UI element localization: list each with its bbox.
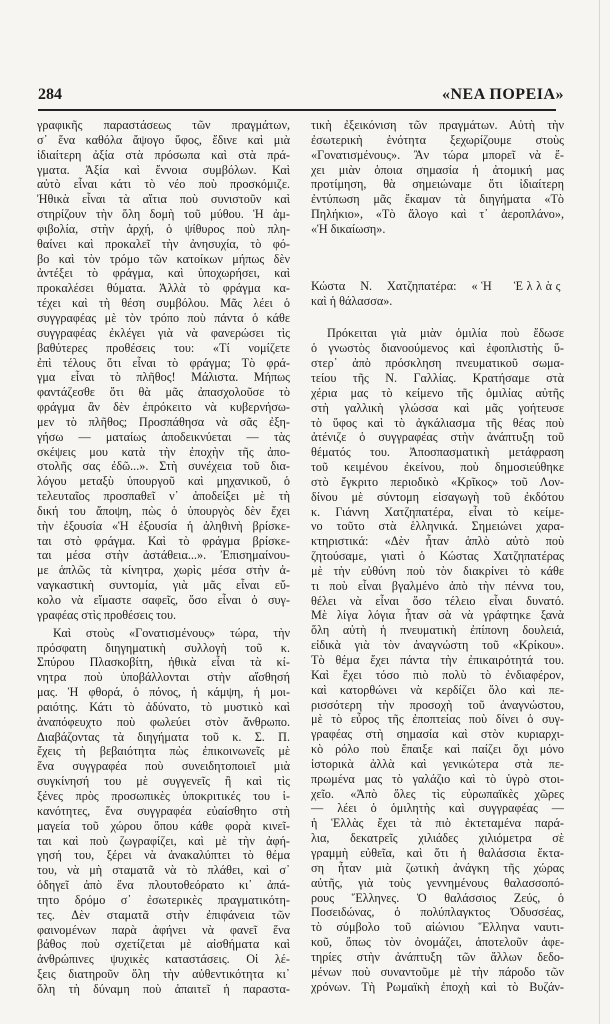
text-line: γήσω — ματαίως ἀποδεικνύεται — τὰς bbox=[37, 429, 290, 444]
text-line: συγγραφέας μὲ τὸν τρόπο ποὺ πάντα ὁ κάθε bbox=[37, 310, 290, 325]
text-line: τὸ σύμβολο τοῦ αἰώνιου Ἕλληνα ναυτι- bbox=[311, 920, 564, 935]
text-line: κολο νὰ εἴμαστε σαφεῖς, ὅσο εἶναι ὁ συγ- bbox=[37, 593, 290, 607]
text-line: βάθος ποὺ σχετίζεται μὲ αἰσθήματα καὶ bbox=[37, 937, 290, 952]
text-line: ὅλη αὐτὴ ἡ πνευματικὴ ἐπίπονη δουλειά, bbox=[311, 623, 564, 638]
text-line: στὸ ἔγκριτο περιοδικὸ «Κρῖκος» τοῦ Λον- bbox=[311, 474, 564, 489]
text-line: σκέψεις μου κατὰ τὴν ἐποχὴν τῆς ἀπο- bbox=[37, 444, 290, 459]
text-line: ἀναπόφευχτο ποὺ φωλεύει στὸν ἄνθρωπο. bbox=[37, 714, 290, 729]
text-line: ὁδηγεῖ ἀπὸ ἕνα πλουτοθεόρατο κι᾿ ἀπά- bbox=[37, 878, 290, 893]
left-column bbox=[37, 118, 290, 997]
text-line: τικὴ ἐξεικόνιση τῶν πραγμάτων. Αὐτὴ τὴν bbox=[311, 118, 564, 132]
text-line: γραμμὴ εὐθεῖα, καὶ ὅτι ἡ θαλάσσια ἔκτα- bbox=[311, 845, 564, 860]
text-line: γησή του, ξέρει νὰ ἀνακαλύπτει τὸ θέμα bbox=[37, 848, 290, 863]
review-paragraph bbox=[311, 326, 564, 994]
text-line: ραιότης. Κάτι τὸ ἀδύνατο, τὸ μυστικὸ καὶ bbox=[37, 699, 290, 714]
text-line: φιβολία, στὴν ἀρχή, ὁ ψίθυρος ποὺ πλη- bbox=[37, 221, 290, 236]
text-line: ἐντύπωση μᾶς ἔκαμαν τὰ διηγήματα «Τὸ bbox=[311, 192, 564, 207]
page-edge-shadow bbox=[599, 0, 600, 1024]
text-line: λια, δεκατρεῖς χιλιάδες χιλιόμετρα σὲ bbox=[311, 831, 564, 846]
text-line: ρους Ἕλληνες. Ὁ θαλάσσιος Ζεύς, ὁ bbox=[311, 890, 564, 905]
opening-paragraph bbox=[311, 118, 564, 237]
text-line: θέματός του. Ἀποσπασματικὴ μετάφραση bbox=[311, 445, 564, 460]
text-line: αὐτὸ εἶναι κάτι τὸ νέο ποὺ προσκόμιζε. bbox=[37, 177, 290, 192]
text-line: ἰδιαίτερη ἀξία στὰ πρόσωπα καὶ στὰ πρά- bbox=[37, 147, 290, 162]
text-line: τητο δρόμο σ᾿ ἐσωτερικὲς πραγματικότη- bbox=[37, 892, 290, 907]
text-line: φράγμα ἂν δὲν ἐπρόκειτο νὰ κυβερνήσω- bbox=[37, 400, 290, 415]
text-line: αὐτῆς, γιὰ τοὺς γεννημένους θαλασσοπό- bbox=[311, 875, 564, 890]
text-line: τὴν ἐξουσία «Ἡ ἐξουσία ἡ ἀληθινὴ βρίσκε- bbox=[37, 518, 290, 533]
text-line: ἕνα συγγραφέα ποὺ συνειδητοποιεῖ μιὰ bbox=[37, 759, 290, 774]
text-line: ἡ Ἑλλὰς ἔχει τὰ πιὸ ἐκτεταμένα παρά- bbox=[311, 816, 564, 831]
text-line: ὁ γνωστὸς διανοούμενος καὶ ἐφοπλιστὴς ὕ- bbox=[311, 341, 564, 356]
text-line: τείου τῆς Ν. Γαλλίας. Κρατήσαμε στὰ bbox=[311, 370, 564, 385]
journal-running-title: «ΝΕΑ ΠΟΡΕΙΑ» bbox=[442, 86, 565, 103]
text-line: γματα. Ἀξία καὶ ἔννοια συμβόλων. Καὶ bbox=[37, 162, 290, 177]
text-line: χρόνων. Τὴ Ρωμαϊκὴ ἐποχὴ καὶ τὸ Βυζάν- bbox=[311, 979, 564, 994]
text-line: Καὶ ἔχει τόσο πιὸ πολὺ τὸ ἐνδιαφέρον, bbox=[311, 667, 564, 682]
text-line: πρόσφατη διηγηματικὴ συλλογὴ τοῦ κ. bbox=[37, 640, 290, 655]
text-line: του, νὰ μὴ σταματᾶ νὰ τὸ πλάθει, καὶ σ᾿ bbox=[37, 863, 290, 878]
text-line: νο τοῦτο στὰ ἑλληνικά. Σημειώνει χαρα- bbox=[311, 519, 564, 534]
text-line: ται στὸ φράγμα. Καὶ τὸ φράγμα βρίσκε- bbox=[37, 533, 290, 548]
text-line: Ἠθικὰ εἶναι τὰ αἴτια ποὺ συνιστοῦν καὶ bbox=[37, 192, 290, 207]
text-line: στολῆς σας ἐδῶ...». Στὴ συνέχεια τοῦ δια- bbox=[37, 459, 290, 474]
text-line: πρωμένα μας τὸ γαλάζιο καὶ τὸ ὑγρὸ στοι- bbox=[311, 771, 564, 786]
text-line: με ἁπλῶς τὰ κίνητρα, χωρὶς μέσα στὴν ἀ- bbox=[37, 563, 290, 578]
text-line: καὶ κατορθώνει νὰ κερδίζει ὅλο καὶ πε- bbox=[311, 682, 564, 697]
text-line: ται μέσα στὴν ἀστάθεια...». Ἐπισημαίνου- bbox=[37, 548, 290, 563]
text-line: Ποσειδώνας, ὁ πολύπλαγκτος Ὀδυσσέας, bbox=[311, 905, 564, 920]
text-line: κτηριστικά: «Δὲν ἦταν ἁπλὸ αὐτὸ ποὺ bbox=[311, 534, 564, 549]
text-line: βαθύτερες προθέσεις του: «Τί νομίζετε bbox=[37, 340, 290, 355]
text-line: «Γονατισμένους». Ἂν τώρα μπορεῖ νὰ ἔ- bbox=[311, 147, 564, 162]
text-line: φαινομένων παρὰ ἀφήνει νὰ φανεῖ ἕνα bbox=[37, 922, 290, 937]
text-line: Τὸ θέμα ἔχει πάντα τὴν ἐπικαιρότητά του. bbox=[311, 653, 564, 667]
text-line: θαίνει καὶ προκαλεῖ τὴν ἀνησυχία, τὸ φό- bbox=[37, 236, 290, 251]
header-rule bbox=[38, 109, 556, 111]
text-line: μὲ τὸ εὖρος τῆς ἐποπτείας ποὺ δίνει ὁ συγ- bbox=[311, 712, 564, 727]
text-line: ναγκαστικὴ συντομία, γιὰ μᾶς εἶναι εὔ- bbox=[37, 578, 290, 593]
review-author: Κώστα Ν. Χατζηπατέρα: bbox=[311, 278, 457, 293]
text-line: χέρια μας τὸ κείμενο τῆς ὁμιλίας αὐτῆς bbox=[311, 385, 564, 400]
text-line: κοῦ, ὅπως τὸν ὀνομάζει, ἀποτελοῦν ἀφε- bbox=[311, 935, 564, 950]
text-line: Διαβάζοντας τὰ διηγήματα τοῦ κ. Σ. Π. bbox=[37, 729, 290, 744]
right-column bbox=[311, 118, 564, 994]
text-line: λόγου μεταξὺ ὑπουργοῦ καὶ μηχανικοῦ, ὁ bbox=[37, 474, 290, 489]
text-line: ἀτένιζε ὁ συγγραφέας στὴν ἀνάπτυξη τοῦ bbox=[311, 430, 564, 445]
text-line: ἀντέξει τὸ φράγμα, καὶ ὑποχωρήσει, καὶ bbox=[37, 266, 290, 281]
text-line: ἐπὶ τέλους ὅτι εἶναι τὸ φράγμα; Τὸ φρά- bbox=[37, 355, 290, 370]
text-line: μαγεία τοῦ χώρου ὅπου κάθε φορὰ κινεῖ- bbox=[37, 818, 290, 833]
text-line: ρισσότερη τὴν προσοχὴ τοῦ ἀναγνώστου, bbox=[311, 697, 564, 712]
text-line: ση ἦταν μιὰ ζωτικὴ ἀνάγκη τῆς χώρας bbox=[311, 860, 564, 875]
text-line: γμα εἶναι τὸ πλῆθος! Μάλιστα. Μήπως bbox=[37, 370, 290, 385]
text-line: ζητούσαμε, γιατὶ ὁ Κώστας Χατζηπατέρας bbox=[311, 549, 564, 564]
review-title-part1: «Ἡ Ἑλλὰς bbox=[471, 278, 565, 293]
text-line: ἐσωτερικὴ ἑνότητα ξεχωρίζουμε στοὺς bbox=[311, 132, 564, 147]
text-line: τοῦ κειμένου ἐκείνου, ποὺ δημοσιεύθηκε bbox=[311, 460, 564, 475]
text-line: θέλει νὰ εἶναι ὅσο τέλειο εἶναι δυνατό. bbox=[311, 593, 564, 608]
text-line: προκαλέσει θύματα. Ἀλλὰ τὸ φράγμα κα- bbox=[37, 281, 290, 296]
text-line: φαντάζεσθε ὅτι θὰ μᾶς ἀπασχολοῦσε τὸ bbox=[37, 385, 290, 400]
page-number: 284 bbox=[38, 86, 62, 103]
text-line: Πηλήκιο», «Τὸ ἄλογο καὶ τ᾿ ἀεροπλάνο», bbox=[311, 207, 564, 222]
text-line: στερ᾿ ἀπὸ πρόσκληση πνευματικοῦ σωμα- bbox=[311, 356, 564, 371]
paragraph bbox=[37, 626, 290, 997]
text-line: μένων ποὺ συναντοῦμε μὲ τὴν πάροδο τῶν bbox=[311, 964, 564, 979]
text-line: βο καὶ τὸν τρόμο τῶν κατοίκων μήπως δὲν bbox=[37, 251, 290, 266]
text-line: ξένες πρὸς προσωπικὲς ὑποκριτικές του ἱ- bbox=[37, 788, 290, 803]
text-line: τηρίες στὴν ἀνάπτυξη τῶν ἄλλων δεδο- bbox=[311, 949, 564, 964]
text-line: χεῖο. «Ἀπὸ ὅλες τὶς εὐρωπαϊκὲς χῶρες bbox=[311, 786, 564, 801]
text-line: Μὲ λίγα λόγια ἦταν σὰ νὰ γράφτηκε ξανὰ bbox=[311, 608, 564, 623]
text-line: προτίμηση, θὰ σημειώναμε ὅτι ἰδιαίτερη bbox=[311, 177, 564, 192]
text-line: δίνου μὲ σύντομη εἰσαγωγὴ τοῦ ἐκδότου bbox=[311, 489, 564, 504]
text-line: κ. Γιάννη Χατζηπατέρα, εἶναι τὸ κείμε- bbox=[311, 504, 564, 519]
text-line: στὴ γαλλικὴ γλώσσα καὶ μᾶς γοήτευσε bbox=[311, 400, 564, 415]
text-line: — λέει ὁ ὁμιλητὴς καὶ συγγραφέας — bbox=[311, 801, 564, 816]
text-line: ται καὶ ποὺ ζωγραφίζει, καὶ μὲ τὴν ἀφή- bbox=[37, 833, 290, 848]
text-line: μεν τὸ πλῆθος; Προσπάθησα νὰ σᾶς ἐξη- bbox=[37, 414, 290, 429]
text-line: ὅλη τὴ δύναμη ποὺ ἀπαιτεῖ ἡ παραστα- bbox=[37, 981, 290, 996]
text-line: συγγραφέας ἐκλέγει γιὰ νὰ φανερώσει τὶς bbox=[37, 325, 290, 340]
text-line: μὲ τὴν εὐθύνη ποὺ τὸν διακρίνει τὸ κάθε bbox=[311, 563, 564, 578]
text-line: δική του ἄποψη, πὼς ὁ ὑπουργὸς δὲν ἔχει bbox=[37, 503, 290, 518]
text-line: ἀνθρώπινες ψυχικὲς καταστάσεις. Οἱ λέ- bbox=[37, 952, 290, 967]
text-line: εἰδικὰ γιὰ τὸν ἀναγνώστη τοῦ «Κρίκου». bbox=[311, 638, 564, 653]
text-line: γραφέας στὴ σημασία καὶ στὸν κυριαρχι- bbox=[311, 727, 564, 742]
text-line: συγκίνησή του μὲ συγγενεῖς ἢ καὶ τὶς bbox=[37, 774, 290, 789]
text-line: στηρίζουν τὴν ὅλη δομὴ τοῦ μύθου. Ἡ ἀμ- bbox=[37, 207, 290, 222]
text-line: νητρα ποὺ ὑποβάλλονται στὴν αἴσθησή bbox=[37, 670, 290, 685]
text-line: τι ποὺ εἶναι βγαλμένο ἀπὸ τὴν πέννα του, bbox=[311, 578, 564, 593]
text-line: χει μιὰν ὁποια σημασία ἡ ἀτομική μας bbox=[311, 162, 564, 177]
text-line: τες. Δὲν σταματᾶ στὴν ἐπιφάνεια τῶν bbox=[37, 907, 290, 922]
text-line: Καὶ στοὺς «Γονατισμένους» τώρα, τὴν bbox=[53, 625, 290, 640]
text-line: μας. Ἡ φθορά, ὁ πόνος, ἡ κάμψη, ἡ μοι- bbox=[37, 685, 290, 700]
text-line: ἱστορικὰ ἀλλὰ καὶ γενικώτερα στὰ πε- bbox=[311, 756, 564, 771]
paragraph bbox=[37, 118, 290, 623]
text-line: τὸ ὕφος καὶ τὸ ἀγκάλιασμα τῆς θέας ποὺ bbox=[311, 415, 564, 430]
text-line: γραφικῆς παραστάσεως τῶν πραγμάτων, bbox=[37, 118, 290, 132]
text-line: γραφέας στὶς προθέσεις του. bbox=[37, 607, 177, 622]
text-line: κανότητες, ἕνα συγγραφέα εὐαίσθητο στὴ bbox=[37, 803, 290, 818]
text-line: σ᾿ ἕνα καθόλα ἄψογο ὕφος, ἔδινε καὶ μιὰ bbox=[37, 132, 290, 147]
text-line: τελευταῖος προσπαθεῖ ν᾿ ἀποδείξει μὲ τὴ bbox=[37, 489, 290, 504]
review-heading bbox=[311, 279, 564, 309]
review-title-part2: καὶ ἡ θάλασσα». bbox=[311, 293, 393, 308]
text-line: ἔχεις τὴ βεβαιότητα πὼς ἐπικοινωνεῖς μὲ bbox=[37, 744, 290, 759]
text-line: «Ἡ δικαίωση». bbox=[311, 221, 386, 236]
text-line: τέχει καὶ τὴ θέση συμβόλου. Μᾶς λέει ὁ bbox=[37, 296, 290, 311]
text-line: Σπύρου Πλασκοβίτη, ἠθικὰ εἶναι τὰ κί- bbox=[37, 655, 290, 670]
text-line: κὸ ρόλο ποὺ ἔπαιξε καὶ παίζει ὄχι μόνο bbox=[311, 742, 564, 757]
text-line: Πρόκειται γιὰ μιὰν ὁμιλία ποὺ ἔδωσε bbox=[327, 326, 564, 341]
text-line: ξεις διατηροῦν ὅλη τὴν αὐθεντικότητα κι᾿ bbox=[37, 967, 290, 982]
